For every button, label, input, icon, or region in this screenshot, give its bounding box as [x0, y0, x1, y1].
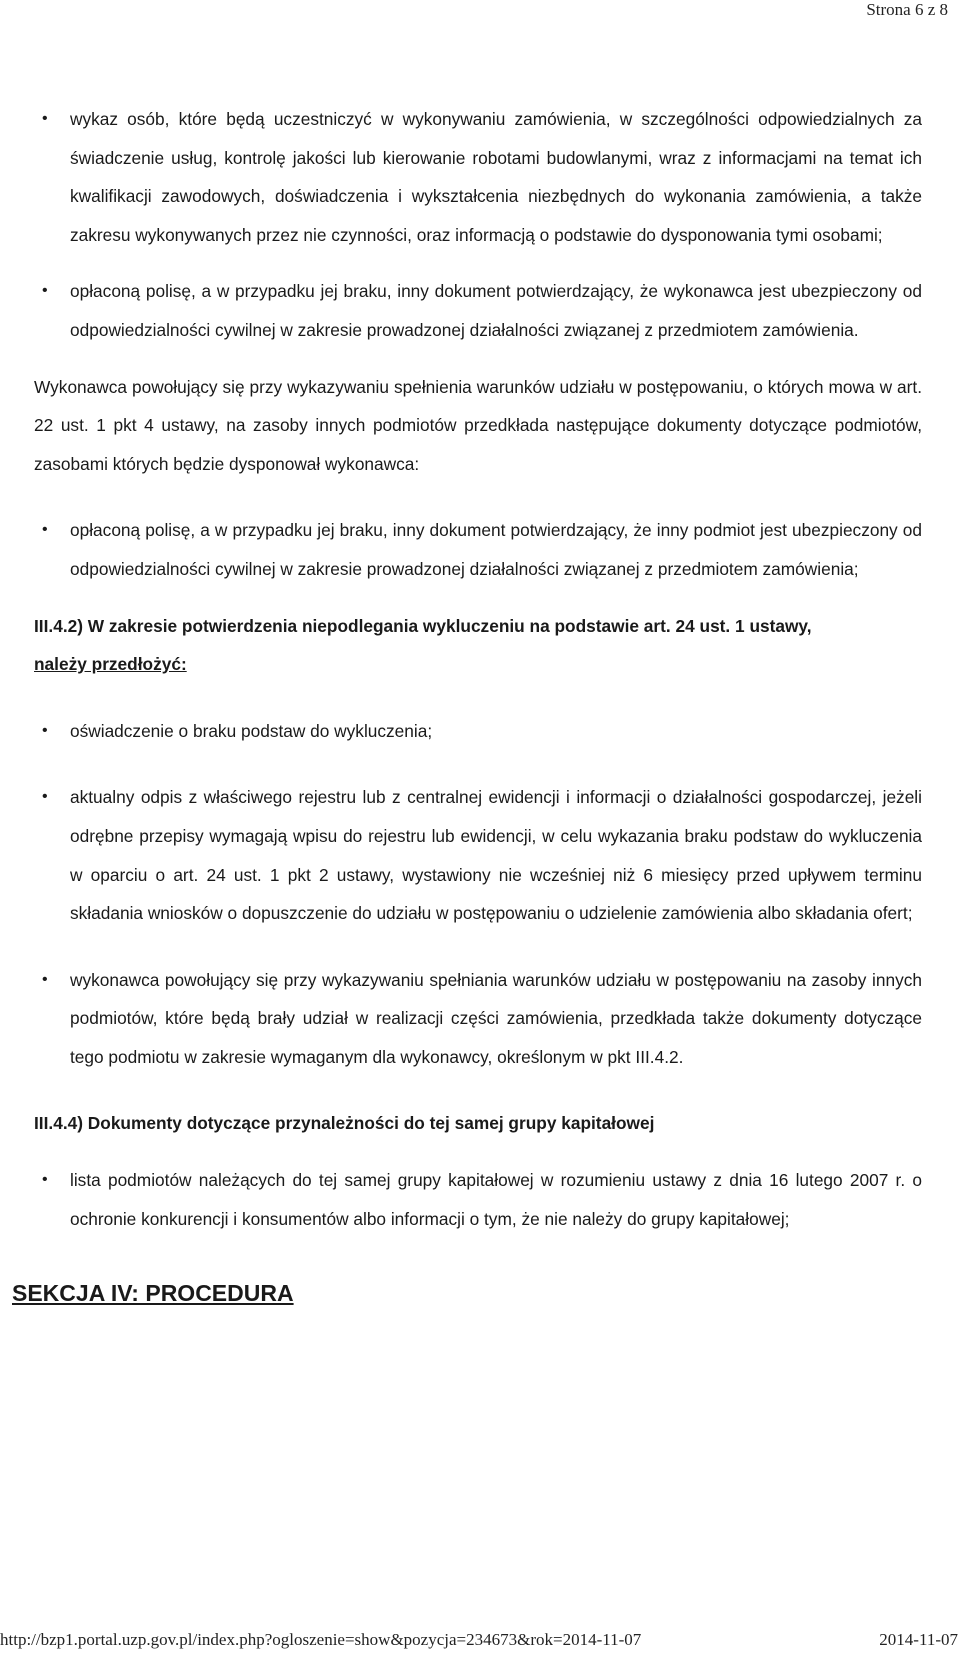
bullet-list-exclusion-documents	[34, 712, 922, 1077]
footer-url: http://bzp1.portal.uzp.gov.pl/index.php?ogloszenie=show&pozycja=234673&rok=2014-11-07	[0, 1630, 642, 1649]
heading-iii-4-2-underlined: należy przedłożyć:	[34, 654, 187, 675]
list-item: • wykaz osób, które będą uczestniczyć w wykonywaniu zamówienia, w szczególności odpowiedzialnych za świadczenie usług, kontrolę jakości lub kierowanie robotami budowlanymi, wraz z informacjami na temat ich kwalifikacji zawodowych, doświadczenia i wykształcenia niezbędnych do wykonania zamówienia, a także zakresu wykonywanych przez nie czynności, oraz informacją o podstawie do dysponowania tymi osobami;	[34, 100, 922, 254]
paragraph-external-resources: Wykonawca powołujący się przy wykazywaniu spełnienia warunków udziału w postępowaniu, o których mowa w art. 22 ust. 1 pkt 4 ustawy, na zasoby innych podmiotów przedkłada następujące dokumenty dotyczące podmiotów, zasobami których będzie dysponował wykonawca:	[34, 376, 922, 474]
bullet-list-capital-group	[34, 1161, 922, 1238]
footer-date: 2014-11-07	[879, 1630, 958, 1649]
bullet-list-requirements	[34, 100, 922, 350]
list-item: • opłaconą polisę, a w przypadku jej braku, inny dokument potwierdzający, że wykonawca jest ubezpieczony od odpowiedzialności cywilnej w zakresie prowadzonej działalności związanej z przedmiotem zamówienia.	[34, 272, 922, 349]
list-item: • wykonawca powołujący się przy wykazywaniu spełniania warunków udziału w postępowaniu na zasoby innych podmiotów, które będą brały udział w realizacji części zamówienia, przedkłada także dokumenty dotyczące tego podmiotu w zakresie wymaganym dla wykonawcy, określonym w pkt III.4.2.	[34, 961, 922, 1077]
list-item: • oświadczenie o braku podstaw do wykluczenia;	[34, 712, 922, 751]
heading-iii-4-2-text: III.4.2) W zakresie potwierdzenia niepodlegania wykluczeniu na podstawie art. 24 ust. 1 ustawy,	[34, 615, 812, 636]
document-body	[12, 100, 922, 1308]
page-footer	[0, 1630, 960, 1652]
page-number: Strona 6 z 8	[866, 0, 948, 19]
heading-iii-4-4: III.4.4) Dokumenty dotyczące przynależności do tej samej grupy kapitałowej	[34, 1113, 655, 1134]
list-item: • lista podmiotów należących do tej samej grupy kapitałowej w rozumieniu ustawy z dnia 16 lutego 2007 r. o ochronie konkurencji i konsumentów albo informacji o tym, że nie należy do grupy kapitałowej;	[34, 1161, 922, 1238]
list-item: • aktualny odpis z właściwego rejestru lub z centralnej ewidencji i informacji o działalności gospodarczej, jeżeli odrębne przepisy wymagają wpisu do rejestru lub ewidencji, w celu wykazania braku podstaw do wykluczenia w oparciu o art. 24 ust. 1 pkt 2 ustawy, wystawiony nie wcześniej niż 6 miesięcy przed upływem terminu składania wniosków o dopuszczenie do udziału w postępowaniu o udzielenie zamówienia albo składania ofert;	[34, 778, 922, 932]
list-item: • opłaconą polisę, a w przypadku jej braku, inny dokument potwierdzający, że inny podmiot jest ubezpieczony od odpowiedzialności cywilnej w zakresie prowadzonej działalności związanej z przedmiotem zamówienia;	[34, 511, 922, 588]
bullet-list-other-entity	[34, 511, 922, 588]
section-title: SEKCJA IV: PROCEDURA	[12, 1280, 294, 1307]
heading-iii-4-2	[34, 607, 922, 684]
